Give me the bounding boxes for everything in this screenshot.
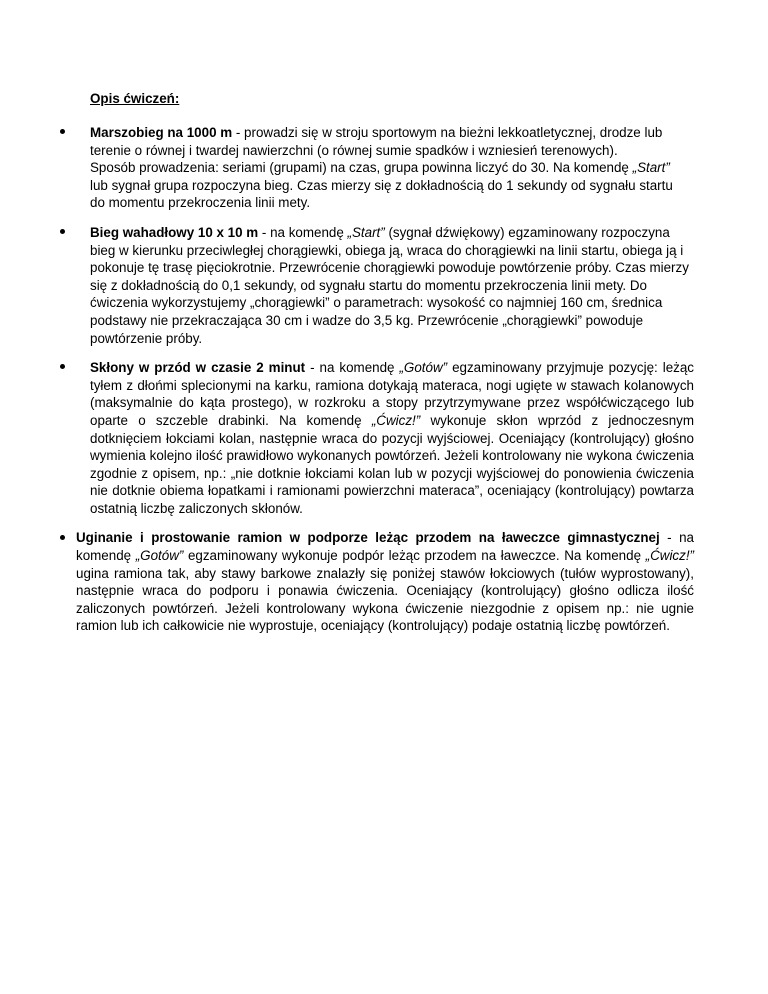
- item-title: Uginanie i prostowanie ramion w podporze leżąc przodem na ławeczce gimnastycznej: [76, 530, 660, 546]
- item-title: Skłony w przód w czasie 2 minut: [90, 360, 306, 376]
- bullet-icon: [57, 359, 67, 377]
- item-text: Sposób prowadzenia: seriami (grupami) na czas, grupa powinna liczyć do 30. Na komendę: [90, 160, 633, 176]
- item-text: ugina ramiona tak, aby stawy barkowe znalazły się poniżej stawów łokciowych (tułów wyprostowany), następnie wraca do podporu i ponawia ćwiczenia. Oceniający (kontrolujący) głośno odlicza ilość zaliczonych powtórzeń. Jeżeli kontrolowany wykona ćwiczenie niezgodnie z opisem np.: nie ugnie ramion lub ich całkowicie nie wyprostuje, oceniający (kontrolujący) podaje ostatnią liczbę powtórzeń.: [76, 565, 694, 634]
- command-text: „Ćwicz!”: [371, 412, 421, 428]
- item-text: egzaminowany przyjmuje pozycję: leżąc tyłem z dłońmi splecionymi na karku, ramiona dotykają materaca, nogi ugięte w stawach kolanowych (maksymalnie do kąta prostego), w rozkroku a stopy przytrzymywane przez współćwiczącego lub oparte o szczeble drabinki. Na komendę: [90, 360, 694, 428]
- list-item-marszobieg: [90, 124, 690, 212]
- item-text: egzaminowany wykonuje podpór leżąc przodem na ławeczce. Na komendę: [183, 548, 646, 564]
- item-text: - na komendę: [258, 224, 348, 240]
- item-title: Bieg wahadłowy 10 x 10 m: [90, 224, 259, 240]
- item-text: (sygnał dźwiękowy) egzaminowany rozpoczyna bieg w kierunku przeciwległej chorągiewki, obiega ją, wraca do chorągiewki na linii startu, obiega ją i pokonuje tę trasę pięciokrotnie. Przewrócenie chorągiewki powoduje powtórzenie próby. Czas mierzy się z dokładnością do 0,1 sekundy, od sygnału startu do momentu przekroczenia linii mety. Do ćwiczenia wykorzystujemy „chorągiewki” o parametrach: wysokość co najmniej 160 cm, średnica podstawy nie przekraczająca 30 cm i wadze do 3,5 kg. Przewrócenie „chorągiewki” powoduje powtórzenie próby.: [90, 224, 689, 346]
- list-item-bieg-wahadlowy: [90, 224, 694, 347]
- item-text: lub sygnał grupa rozpoczyna bieg. Czas mierzy się z dokładnością do 1 sekundy od sygnału startu do momentu przekroczenia linii mety.: [90, 177, 673, 211]
- command-text: „Start”: [347, 224, 385, 240]
- section-heading: Opis ćwiczeń:: [90, 91, 180, 106]
- bullet-icon: [57, 124, 67, 142]
- item-text: - prowadzi się w stroju sportowym na bieżni lekkoatletycznej, drodze lub terenie o równej i twardej nawierzchni (o równej sumie spadków i wzniesień terenowych).: [90, 125, 663, 158]
- item-text: wykonuje skłon wprzód z jednoczesnym dotknięciem łokciami kolan, następnie wraca do pozycji wyjściowej. Oceniający (kontrolujący) głośno wymienia kolejno ilość prawidłowo wykonanych powtórzeń. Jeżeli kontrolowany nie wykona ćwiczenia zgodnie z opisem, np.: „nie dotknie łokciami kolan lub w pozycji wyjściowej do ponowienia ćwiczenia nie dotknie obiema łopatkami i ramionami powierzchni materaca”, oceniający (kontrolujący) powtarza ostatnią liczbę zaliczonych skłonów.: [90, 412, 694, 516]
- command-text: „Gotów”: [399, 360, 448, 376]
- command-text: „Start”: [632, 160, 670, 176]
- bullet-icon: [57, 529, 67, 547]
- command-text: „Gotów”: [135, 548, 184, 564]
- item-title: Marszobieg na 1000 m: [90, 125, 233, 140]
- item-text: - na komendę: [305, 360, 400, 376]
- list-item-uginanie: [76, 529, 694, 635]
- list-item-sklony: [90, 359, 694, 517]
- command-text: „Ćwicz!”: [645, 548, 695, 564]
- exercise-list: [0, 124, 768, 647]
- item-text: - na komendę: [76, 530, 694, 564]
- bullet-icon: [57, 224, 67, 242]
